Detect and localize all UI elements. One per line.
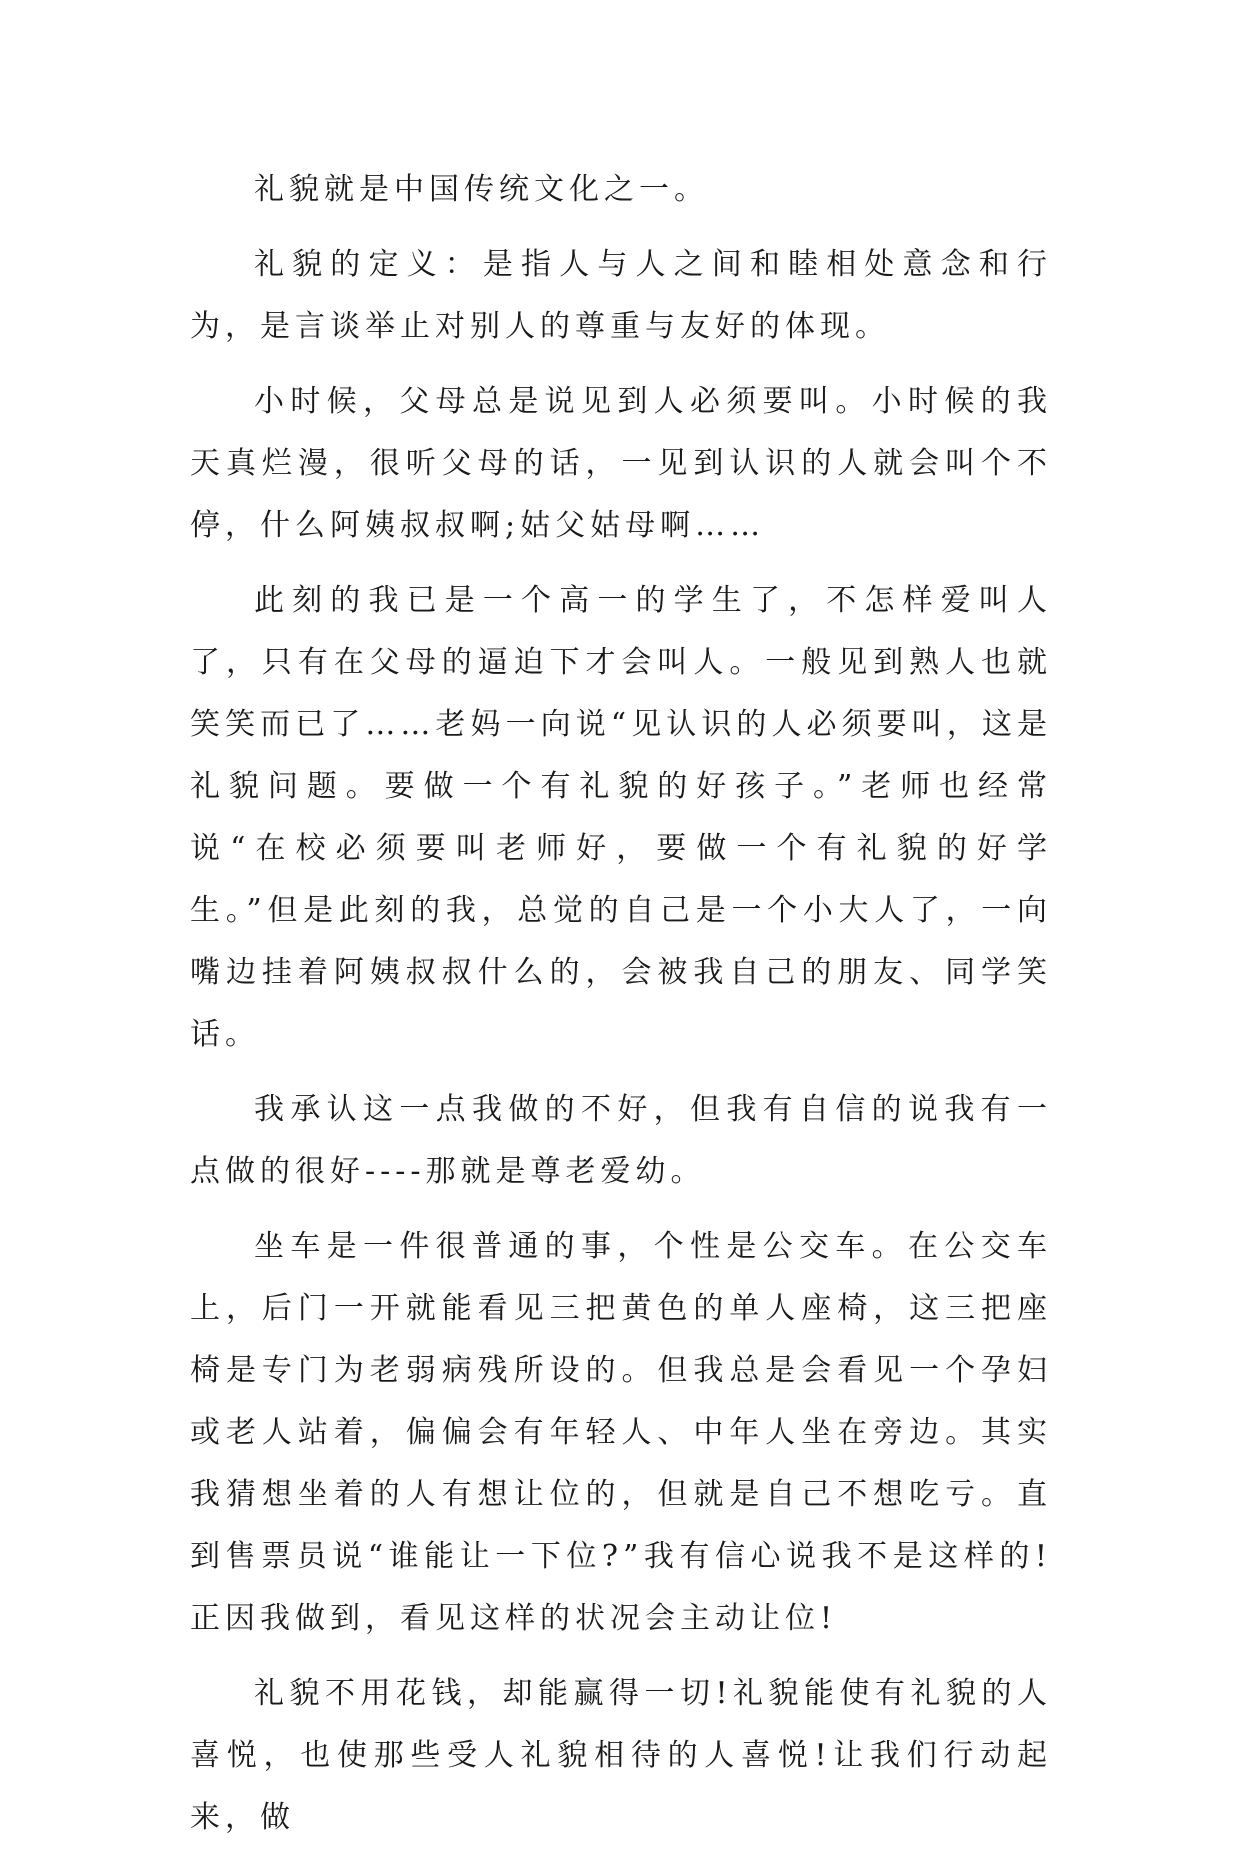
- paragraph: 我承认这一点我做的不好，但我有自信的说我有一点做的很好----那就是尊老爱幼。: [190, 1092, 1052, 1189]
- paragraph: 礼貌不用花钱，却能赢得一切!礼貌能使有礼貌的人喜悦，也使那些受人礼貌相待的人喜悦!让我们行动起来，做: [190, 1676, 1052, 1835]
- paragraph: 小时候，父母总是说见到人必须要叫。小时候的我天真烂漫，很听父母的话，一见到认识的人就会叫个不停，什么阿姨叔叔啊;姑父姑母啊……: [190, 384, 1052, 543]
- paragraph: 礼貌的定义：是指人与人之间和睦相处意念和行为，是言谈举止对别人的尊重与友好的体现。: [190, 247, 1052, 344]
- paragraph: 坐车是一件很普通的事，个性是公交车。在公交车上，后门一开就能看见三把黄色的单人座椅，这三把座椅是专门为老弱病残所设的。但我总是会看见一个孕妇或老人站着，偏偏会有年轻人、中年人坐在旁边。其实我猜想坐着的人有想让位的，但就是自己不想吃亏。直到售票员说“谁能让一下位?”我有信心说我不是这样的!正因我做到，看见这样的状况会主动让位!: [190, 1229, 1052, 1636]
- paragraph: 此刻的我已是一个高一的学生了，不怎样爱叫人了，只有在父母的逼迫下才会叫人。一般见到熟人也就笑笑而已了……老妈一向说“见认识的人必须要叫，这是礼貌问题。要做一个有礼貌的好孩子。”老师也经常说“在校必须要叫老师好，要做一个有礼貌的好学生。”但是此刻的我，总觉的自己是一个小大人了，一向嘴边挂着阿姨叔叔什么的，会被我自己的朋友、同学笑话。: [190, 583, 1052, 1052]
- paragraph: 礼貌就是中国传统文化之一。: [254, 172, 709, 207]
- document-body: [190, 159, 1052, 1862]
